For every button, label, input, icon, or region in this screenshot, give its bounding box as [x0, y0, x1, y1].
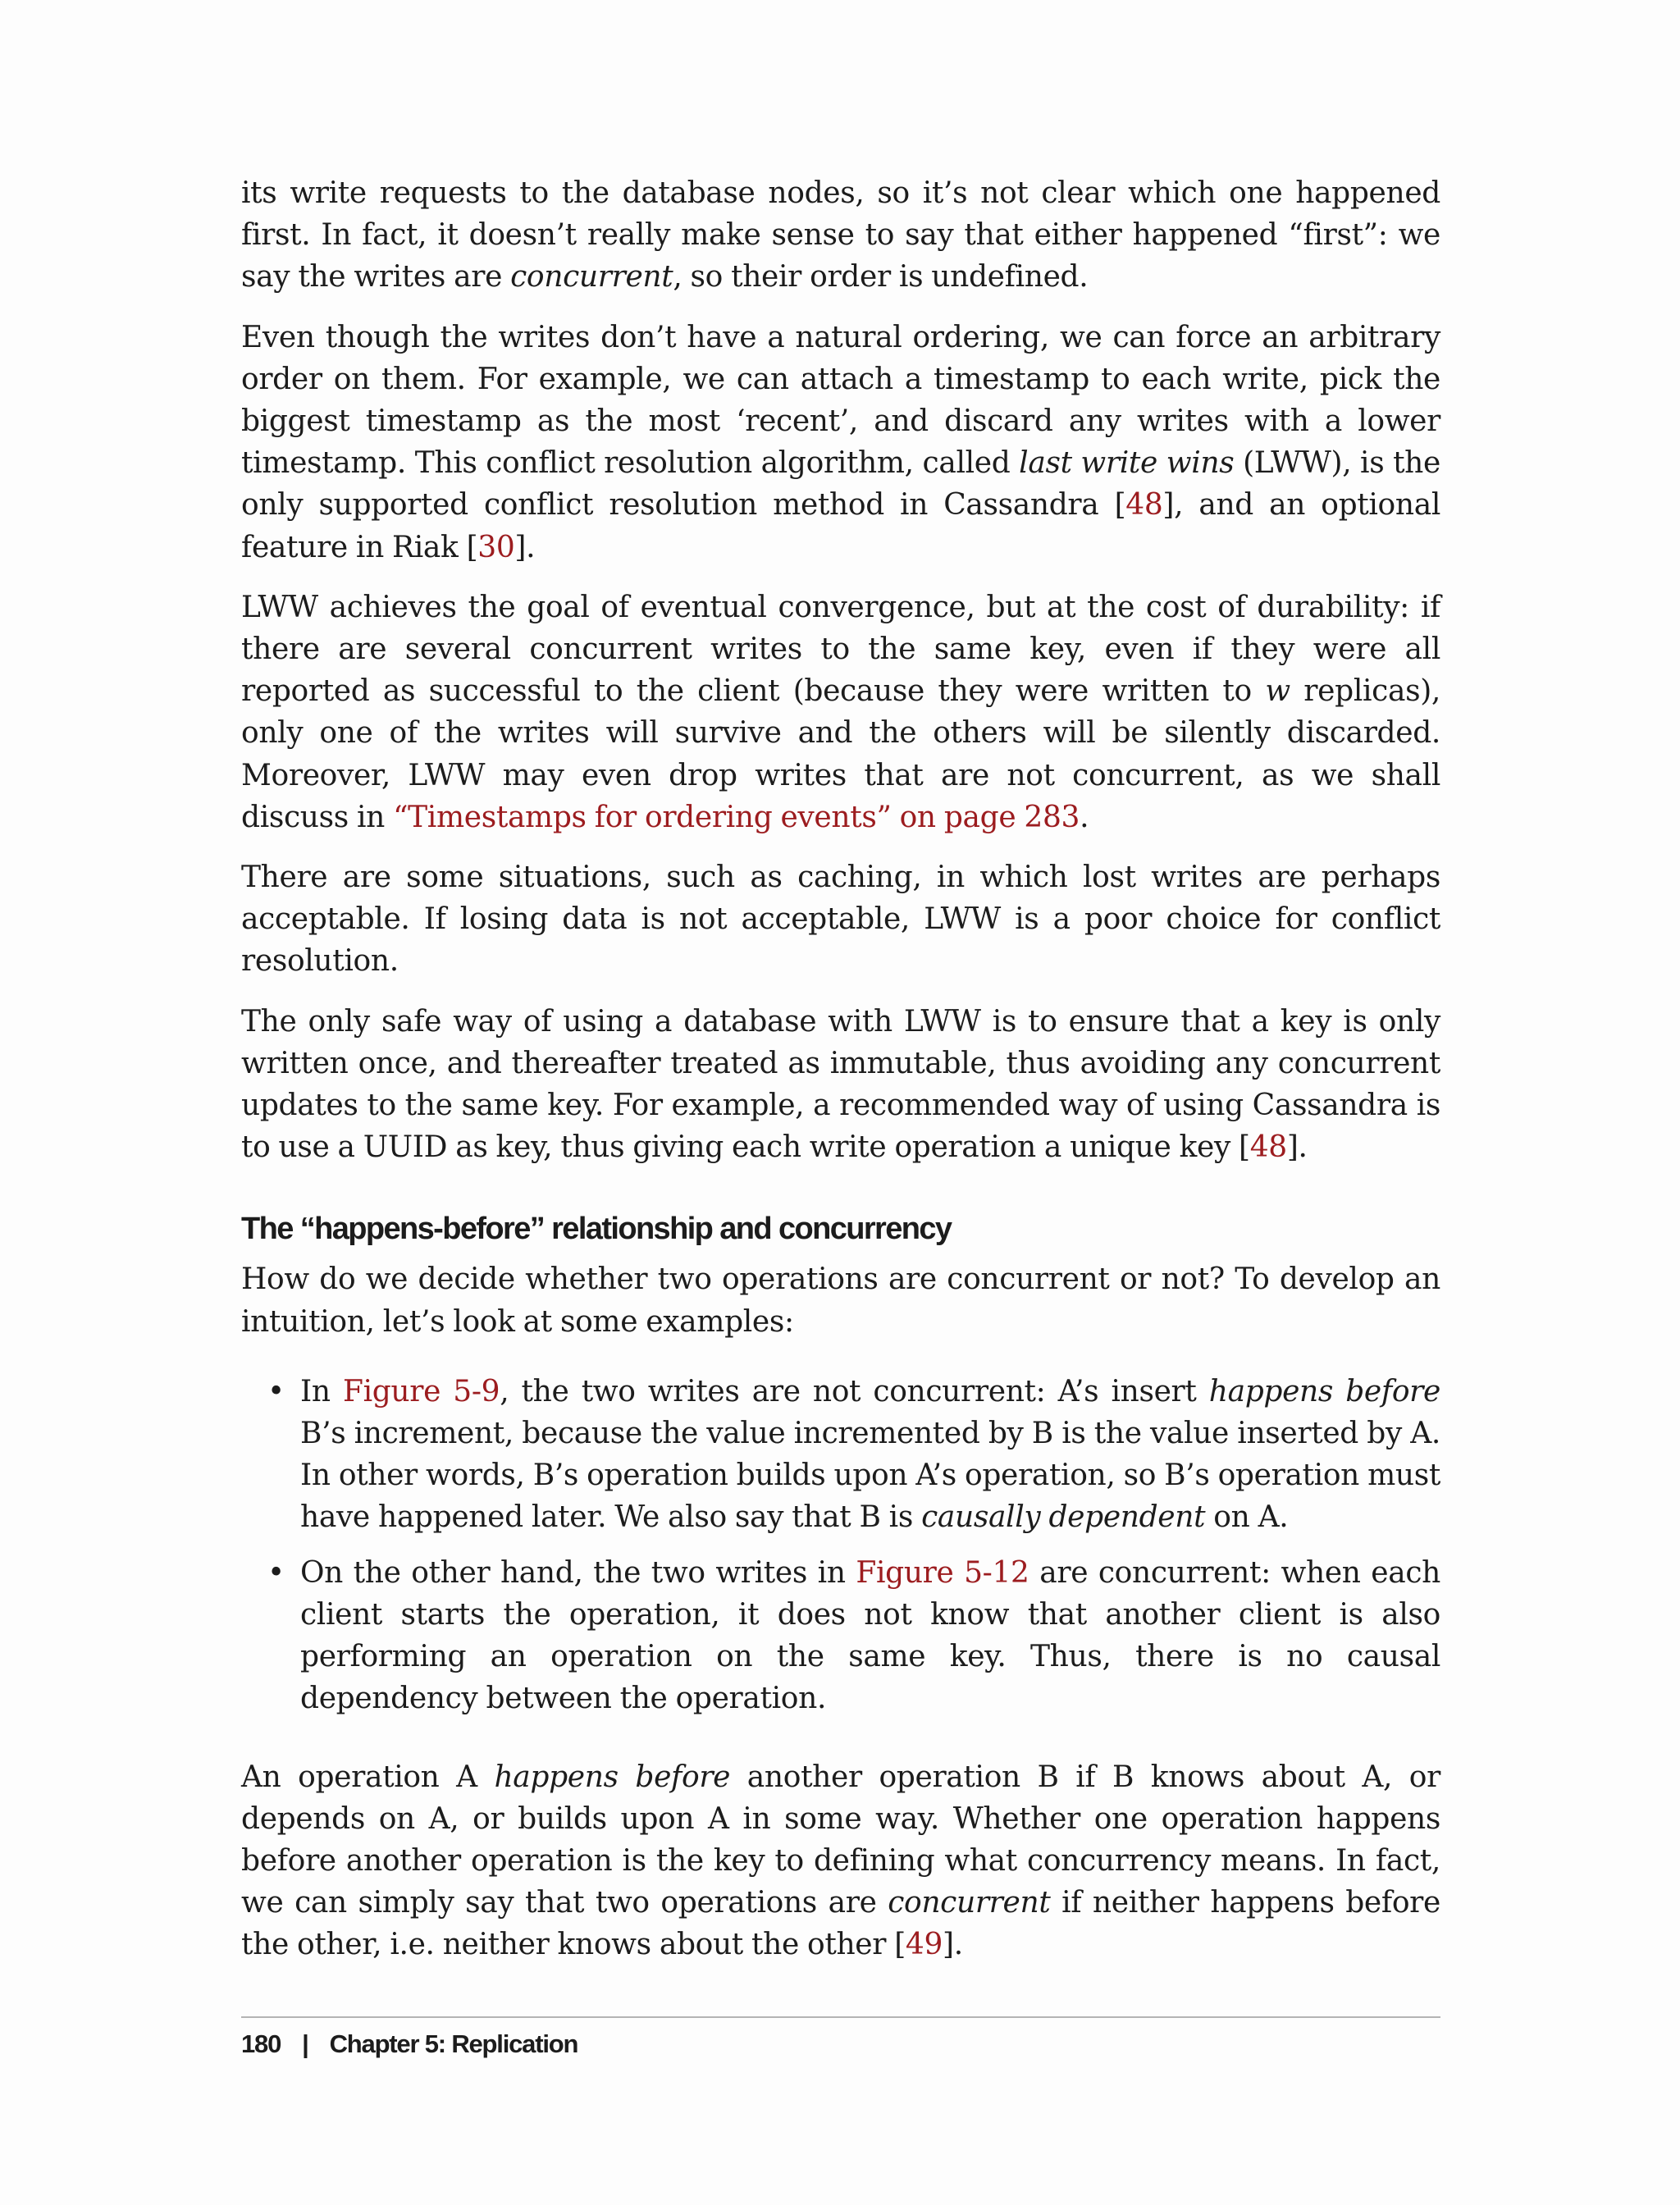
citation-link-49[interactable]: 49: [905, 1928, 943, 1962]
text-run: replicas), only one of the writes will survive and the others will be silently discarded. Moreover, LWW may even drop writes that are not concurrent, as we shall discuss in: [241, 674, 1440, 834]
text-run: ], and an optional feature in Riak [: [241, 488, 1440, 564]
citation-link-48[interactable]: 48: [1249, 1130, 1287, 1165]
bullet-text: [300, 1552, 1440, 1720]
paragraph-6: [241, 1258, 1440, 1342]
footer-separator: |: [302, 2029, 308, 2058]
text-run: B’s increment, because the value incremented by B is the value inserted by A. In other words, B’s operation builds upon A’s operation, so B’s operation must have happened later. We also say that B is: [300, 1417, 1440, 1535]
paragraph-5: [241, 1001, 1440, 1169]
text-run: its write requests to the database nodes, so it’s not clear which one happened first. In fact, it doesn’t really make sense to say that either happened “first”: we say the writes are: [241, 176, 1440, 294]
figure-link-5-12[interactable]: Figure 5-12: [856, 1555, 1029, 1590]
text-run: on A.: [1205, 1500, 1289, 1535]
text-run: (LWW), is the only supported conflict resolution method in Cassandra [: [241, 446, 1440, 523]
text-run: ].: [1286, 1130, 1308, 1165]
bullet-icon: •: [267, 1374, 285, 1408]
text-run: LWW achieves the goal of eventual convergence, but at the cost of durability: if there are several concurrent writes to the same key, even if they were all reported as successful to the client (because they were written to: [241, 590, 1440, 709]
bullet-icon: •: [267, 1555, 285, 1590]
text-run: , the two writes are not concurrent: A’s insert: [500, 1374, 1209, 1408]
text-run: In: [300, 1374, 343, 1408]
paragraph-4: [241, 856, 1440, 983]
citation-link-48[interactable]: 48: [1125, 488, 1163, 523]
text-run: .: [1080, 800, 1089, 834]
bullet-text: [300, 1371, 1440, 1539]
text-run: There are some situations, such as caching, in which lost writes are perhaps acceptable. If losing data is not acceptable, LWW is a poor choice for conflict resolution.: [241, 861, 1440, 979]
emphasis-concurrent: concurrent: [510, 260, 673, 294]
page-number: 180: [241, 2029, 281, 2058]
text-run: ].: [514, 530, 536, 564]
emphasis-happens-before: happens before: [494, 1760, 731, 1794]
text-run: if neither happens before the other, i.e. neither knows about the other [: [241, 1886, 1440, 1962]
emphasis-happens-before: happens before: [1208, 1374, 1440, 1408]
bullet-list: [241, 1371, 1440, 1720]
text-run: The only safe way of using a database with LWW is to ensure that a key is only written once, and thereafter treated as immutable, thus avoiding any concurrent updates to the same key. For example, a recommended way of using Cassandra is to use a UUID as key, thus giving each write operation a unique key [: [241, 1004, 1440, 1165]
citation-link-30[interactable]: 30: [477, 530, 515, 564]
paragraph-3: [241, 587, 1440, 838]
text-run: , so their order is undefined.: [673, 260, 1089, 294]
text-run: Even though the writes don’t have a natural ordering, we can force an arbitrary order on them. For example, we can attach a timestamp to each write, pick the biggest timestamp as the most ‘recent’, and discard any writes with a lower timestamp. This conflict resolution algorithm, called: [241, 320, 1440, 481]
text-run: How do we decide whether two operations are concurrent or not? To develop an intuition, let’s look at some examples:: [241, 1262, 1440, 1339]
section-heading: The “happens-before” relationship and concurrency: [241, 1212, 952, 1247]
text-run: An operation A: [241, 1760, 495, 1794]
cross-reference-link-timestamps[interactable]: “Timestamps for ordering events” on page 283: [393, 800, 1080, 834]
list-item: [241, 1552, 1440, 1720]
text-run: are concurrent: when each client starts the operation, it does not know that another client is also performing an operation on the same key. Thus, there is no causal dependency between the operation.: [300, 1555, 1440, 1716]
paragraph-1: [241, 172, 1440, 299]
text-run: ].: [943, 1928, 963, 1962]
emphasis-w: w: [1265, 674, 1290, 709]
emphasis-causally-dependent: causally dependent: [921, 1500, 1206, 1535]
paragraph-2: [241, 317, 1440, 568]
page-footer: [241, 2016, 1440, 2059]
emphasis-concurrent: concurrent: [888, 1886, 1051, 1920]
chapter-title: Chapter 5: Replication: [329, 2029, 578, 2058]
text-run: On the other hand, the two writes in: [300, 1555, 856, 1590]
text-run: another operation B if B knows about A, or depends on A, or builds upon A in some way. Whether one operation happens before another operation is the key to defining what concurrency means. In fact, we can simply say that two operations are: [241, 1760, 1440, 1920]
page-content: [241, 172, 1440, 1984]
list-item: [241, 1371, 1440, 1539]
figure-link-5-9[interactable]: Figure 5-9: [342, 1374, 500, 1408]
emphasis-last-write-wins: last write wins: [1019, 446, 1235, 481]
paragraph-7: [241, 1756, 1440, 1966]
